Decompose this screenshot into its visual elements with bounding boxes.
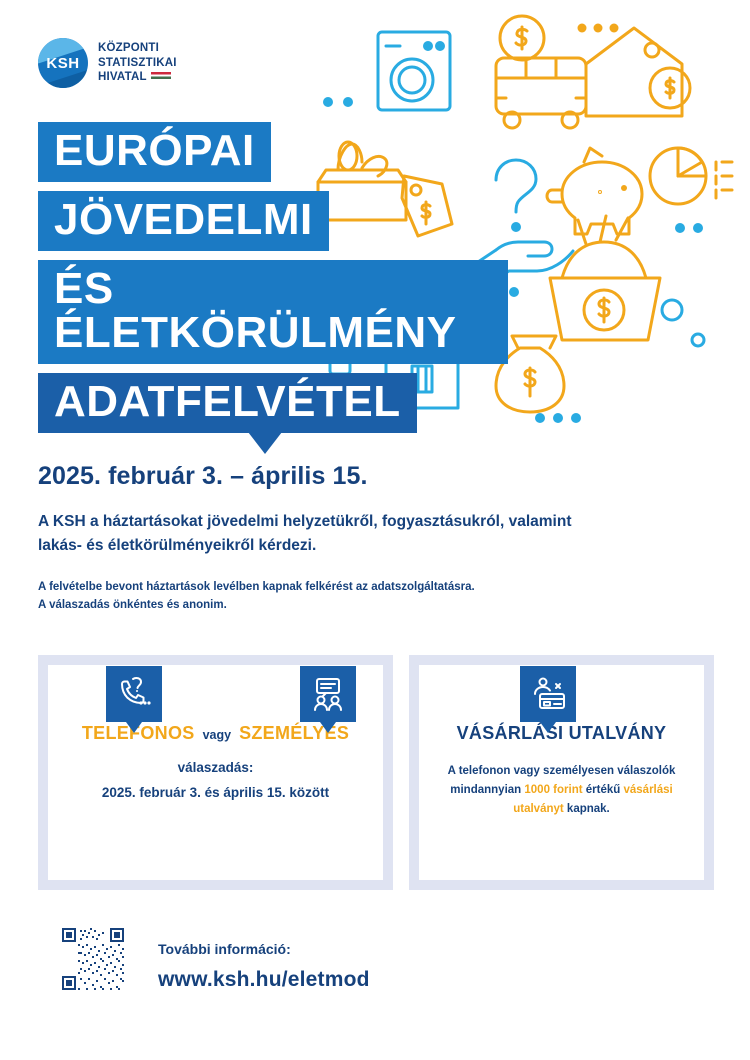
- ksh-logo-mark: [38, 38, 88, 88]
- survey-date-range: 2025. február 3. – április 15.: [38, 462, 368, 490]
- more-info-label: További információ:: [158, 941, 291, 957]
- note-paragraph: [38, 578, 618, 615]
- voucher-text: [437, 762, 687, 819]
- note-line-2: A válaszadás önkéntes és anonim.: [38, 599, 227, 612]
- ksh-logo-name-line3-wrap: [98, 70, 177, 84]
- response-modes-sub: válaszadás:: [177, 760, 254, 775]
- voucher-text-part2: mindannyian: [450, 783, 525, 796]
- website-url[interactable]: www.ksh.hu/eletmod: [158, 968, 370, 991]
- hungarian-flag-icon: [151, 72, 171, 79]
- voucher-text-part3: értékű: [582, 783, 621, 796]
- ksh-logo-name-line2: STATISZTIKAI: [98, 56, 177, 69]
- voucher-amount: 1000 forint: [524, 783, 583, 796]
- title-line-3: ÉS ÉLETKÖRÜLMÉNY: [38, 260, 508, 364]
- title-line-1: EURÓPAI: [38, 122, 271, 182]
- interview-people-icon: [300, 666, 356, 722]
- voucher-text-part4: kapnak.: [563, 802, 610, 815]
- page-title: [38, 122, 508, 442]
- ksh-logo-mark-text: KSH: [46, 54, 80, 72]
- ksh-logo: [38, 38, 177, 88]
- phone-question-icon: [106, 666, 162, 722]
- mode-personal-label: SZEMÉLYES: [239, 723, 350, 743]
- mode-phone-label: TELEFONOS: [81, 723, 195, 743]
- response-modes-dates: 2025. február 3. és április 15. között: [101, 785, 330, 800]
- note-line-1: A felvételbe bevont háztartások levélben kapnak felkérést az adatszolgáltatásra.: [38, 581, 475, 593]
- title-line-4: ADATFELVÉTEL: [38, 373, 417, 433]
- voucher-text-part1: A telefonon vagy személyesen válaszolók: [447, 765, 676, 777]
- lead-paragraph: A KSH a háztartásokat jövedelmi helyzetükről, fogyasztásukról, valamint lakás- és életkörülményeikről kérdezi.: [38, 513, 572, 555]
- mode-conjunction: vagy: [202, 728, 232, 742]
- ksh-logo-name-line3: HIVATAL: [98, 71, 147, 84]
- title-line-2: JÖVEDELMI: [38, 191, 329, 251]
- qr-code[interactable]: [62, 928, 124, 990]
- ksh-logo-name-line1: KÖZPONTI: [98, 42, 160, 55]
- voucher-card-icon: [520, 666, 576, 722]
- voucher-heading: VÁSÁRLÁSI UTALVÁNY: [456, 723, 667, 743]
- voucher-name: vásárlási utalványt: [513, 783, 673, 815]
- ksh-logo-name: [98, 41, 177, 84]
